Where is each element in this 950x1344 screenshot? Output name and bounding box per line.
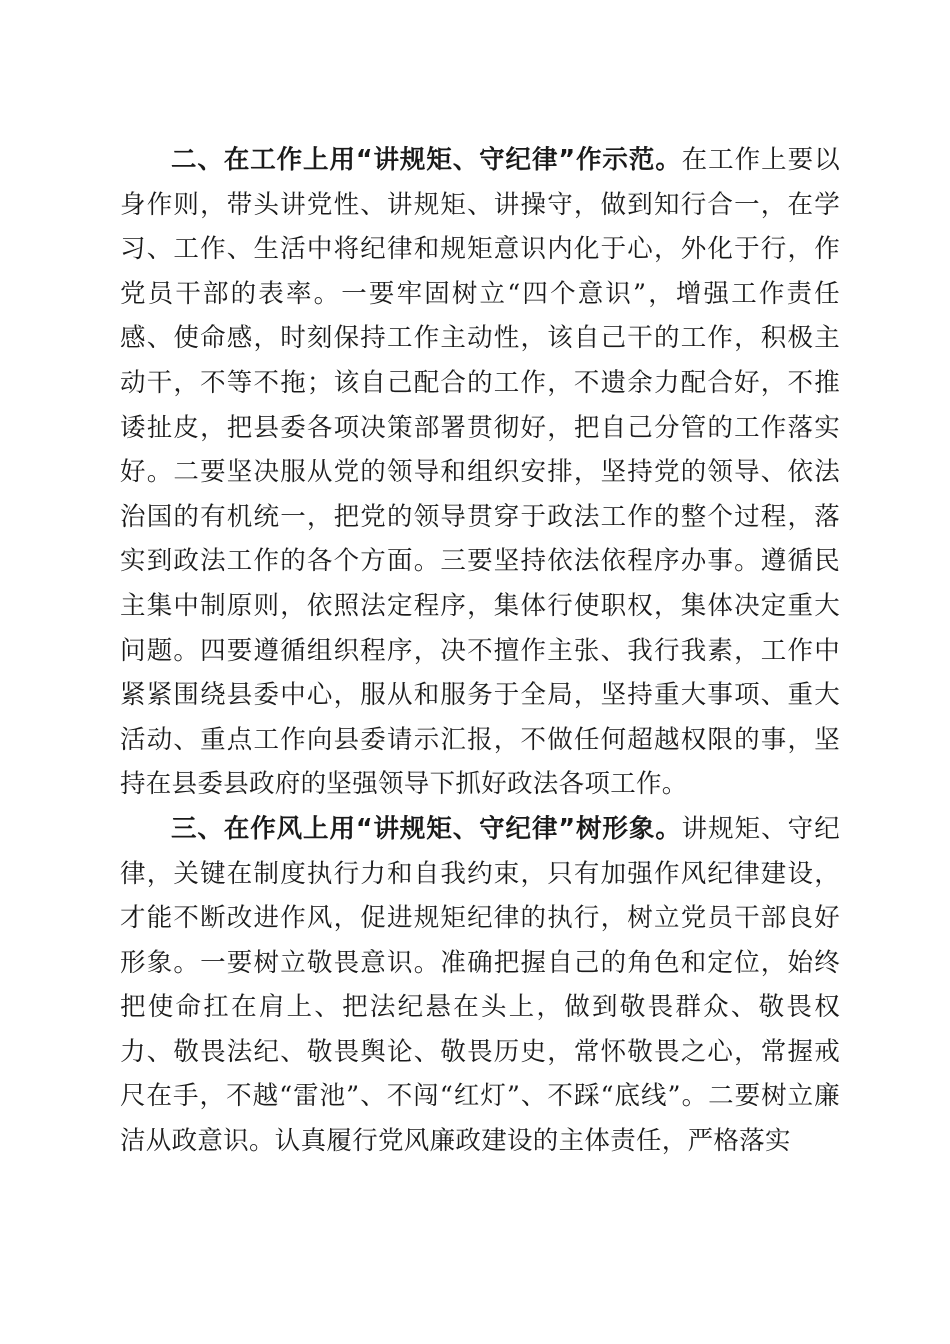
section-two-heading: 二、在工作上用“讲规矩、守纪律”作示范。 (171, 145, 682, 175)
paragraph-section-three (120, 807, 840, 1164)
section-three-body: 讲规矩、守纪律，关键在制度执行力和自我约束，只有加强作风纪律建设，才能不断改进作风，促进规矩纪律的执行，树立党员干部良好形象。一要树立敬畏意识。准确把握自己的角色和定位，始终把使命扛在肩上、把法纪悬在头上，做到敬畏群众、敬畏权力、敬畏法纪、敬畏舆论、敬畏历史，常怀敬畏之心，常握戒尺在手，不越“雷池”、不闯“红灯”、不踩“底线”。二要树立廉洁从政意识。认真履行党风廉政建设的主体责任，严格落实 (120, 813, 840, 1157)
section-two-body: 在工作上要以身作则，带头讲党性、讲规矩、讲操守，做到知行合一，在学习、工作、生活中将纪律和规矩意识内化于心，外化于行，作党员干部的表率。一要牢固树立“四个意识”，增强工作责任感、使命感，时刻保持工作主动性，该自己干的工作，积极主动干，不等不拖；该自己配合的工作，不遗余力配合好，不推诿扯皮，把县委各项决策部署贯彻好，把自己分管的工作落实好。二要坚决服从党的领导和组织安排，坚持党的领导、依法治国的有机统一，把党的领导贯穿于政法工作的整个过程，落实到政法工作的各个方面。三要坚持依法依程序办事。遵循民主集中制原则，依照法定程序，集体行使职权，集体决定重大问题。四要遵循组织程序，决不擅作主张、我行我素，工作中紧紧围绕县委中心，服从和服务于全局，坚持重大事项、重大活动、重点工作向县委请示汇报，不做任何超越权限的事，坚持在县委县政府的坚强领导下抓好政法各项工作。 (120, 145, 840, 800)
paragraph-section-two (120, 138, 840, 807)
document-body (120, 138, 840, 1164)
section-three-heading: 三、在作风上用“讲规矩、守纪律”树形象。 (171, 813, 682, 844)
